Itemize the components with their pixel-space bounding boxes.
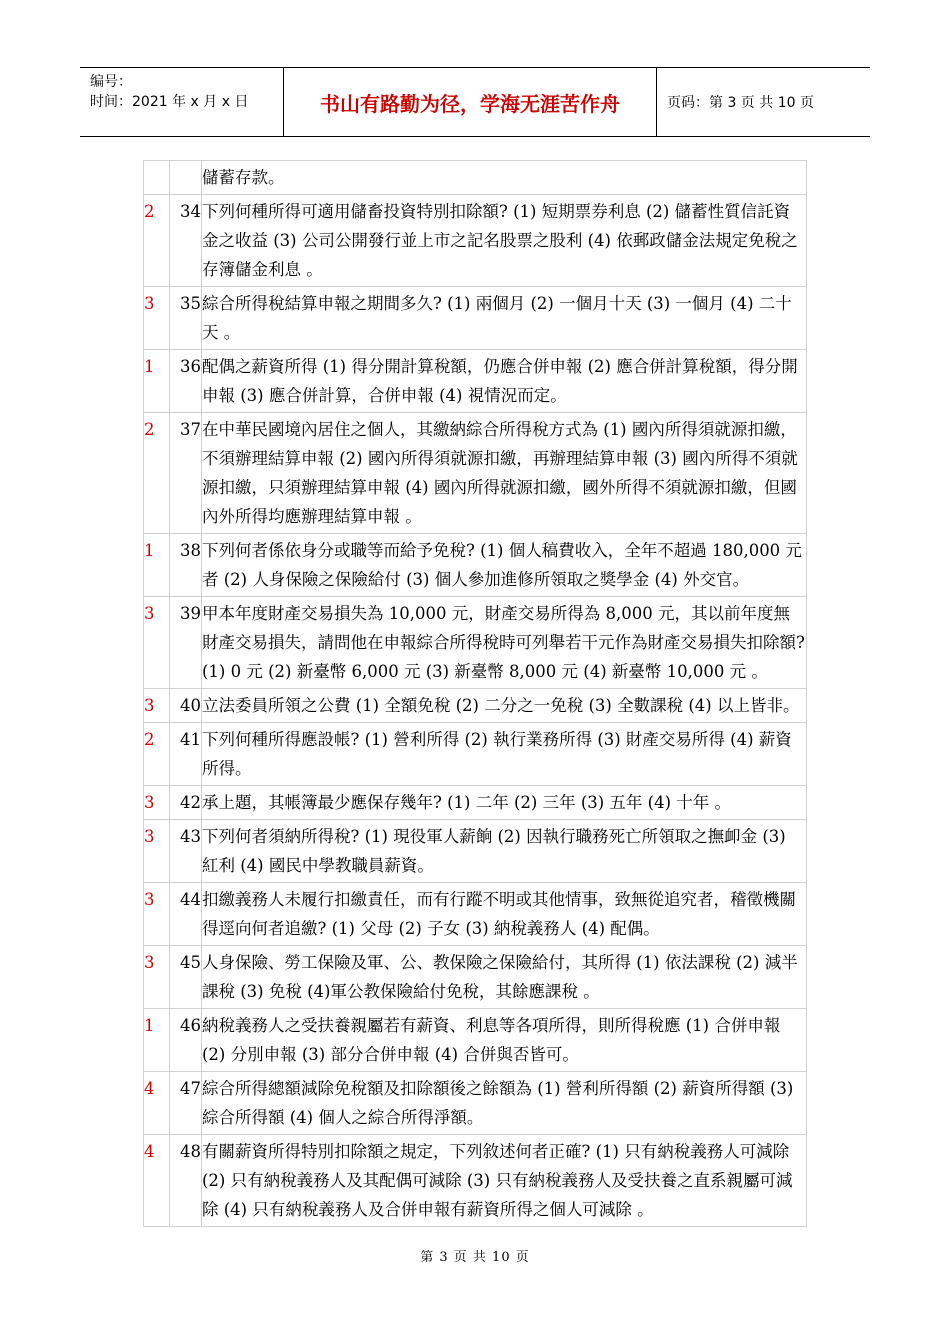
- question-text: 綜合所得稅結算申報之期間多久? (1) 兩個月 (2) 一個月十天 (3) 一個月 (4) 二十天 。: [202, 287, 807, 350]
- answer-cell: 3: [144, 287, 170, 350]
- question-text: 承上題，其帳簿最少應保存幾年? (1) 二年 (2) 三年 (3) 五年 (4) 十年 。: [202, 786, 807, 820]
- number-cell: 46: [170, 1009, 202, 1072]
- answer-cell: 2: [144, 195, 170, 287]
- table-row: [144, 287, 807, 350]
- table-row: [144, 195, 807, 287]
- table-row: [144, 161, 807, 195]
- table-row: [144, 597, 807, 689]
- page-footer: 第 3 页 共 10 页: [420, 1250, 530, 1265]
- number-cell: 42: [170, 786, 202, 820]
- answer-cell: 2: [144, 413, 170, 534]
- number-cell: 39: [170, 597, 202, 689]
- question-text: 下列何種所得可適用儲畜投資特別扣除額? (1) 短期票券利息 (2) 儲蓄性質信託資金之收益 (3) 公司公開發行並上市之記名股票之股利 (4) 依郵政儲金法規定免稅之存簿儲金利息 。: [202, 195, 807, 287]
- question-text: 下列何者係依身分或職等而給予免稅? (1) 個人稿費收入，全年不超過 180,000 元者 (2) 人身保險之保險給付 (3) 個人參加進修所領取之獎學金 (4) 外交官。: [202, 534, 807, 597]
- table-row: [144, 1072, 807, 1135]
- table-row: [144, 820, 807, 883]
- answer-cell: 3: [144, 820, 170, 883]
- question-text: 下列何者須納所得稅? (1) 現役軍人薪餉 (2) 因執行職務死亡所領取之撫卹金 (3) 紅利 (4) 國民中學教職員薪資。: [202, 820, 807, 883]
- time-label: 时间：2021 年 x 月 x 日: [90, 94, 249, 110]
- table-row: [144, 534, 807, 597]
- question-text: 有關薪資所得特別扣除額之規定，下列敘述何者正確? (1) 只有納稅義務人可減除 (2) 只有納稅義務人及其配偶可減除 (3) 只有納稅義務人及受扶養之直系親屬可減除 (4) 只有納稅義務人及合併申報有薪資所得之個人可減除 。: [202, 1135, 807, 1227]
- question-text: 納稅義務人之受扶養親屬若有薪資、利息等各項所得，則所得稅應 (1) 合併申報 (2) 分別申報 (3) 部分合併申報 (4) 合併與否皆可。: [202, 1009, 807, 1072]
- continuation-text: 儲蓄存款。: [202, 161, 807, 195]
- question-text: 甲本年度財產交易損失為 10,000 元，財產交易所得為 8,000 元，其以前年度無財產交易損失，請問他在申報綜合所得稅時可列舉若干元作為財產交易損失扣除額? (1) 0 元 (2) 新臺幣 6,000 元 (3) 新臺幣 8,000 元 (4) 新臺幣 10,000 元 。: [202, 597, 807, 689]
- table-row: [144, 786, 807, 820]
- question-text: 下列何種所得應設帳? (1) 營利所得 (2) 執行業務所得 (3) 財產交易所得 (4) 薪資所得。: [202, 723, 807, 786]
- number-cell: 47: [170, 1072, 202, 1135]
- table-row: [144, 1135, 807, 1227]
- number-cell: 40: [170, 689, 202, 723]
- answer-cell: 1: [144, 534, 170, 597]
- table-row: [144, 689, 807, 723]
- table-row: [144, 946, 807, 1009]
- answer-cell: [144, 161, 170, 195]
- table-row: [144, 723, 807, 786]
- table-row: [144, 883, 807, 946]
- number-cell: 38: [170, 534, 202, 597]
- table-row: [144, 350, 807, 413]
- answer-cell: 4: [144, 1072, 170, 1135]
- answer-cell: 3: [144, 946, 170, 1009]
- answer-cell: 1: [144, 350, 170, 413]
- number-label: 编号：: [90, 74, 132, 90]
- number-cell: 41: [170, 723, 202, 786]
- answer-cell: 3: [144, 597, 170, 689]
- number-cell: 34: [170, 195, 202, 287]
- header-page-info: 页码：第 3 页 共 10 页: [667, 95, 814, 111]
- page-header: [80, 67, 870, 137]
- header-meta: [80, 68, 283, 136]
- header-motto: 书山有路勤为径，学海无涯苦作舟: [283, 68, 657, 136]
- answer-cell: 4: [144, 1135, 170, 1227]
- question-table: [143, 160, 807, 1227]
- table-row: [144, 413, 807, 534]
- number-cell: 35: [170, 287, 202, 350]
- number-cell: 48: [170, 1135, 202, 1227]
- answer-cell: 3: [144, 883, 170, 946]
- question-text: 綜合所得總額減除免稅額及扣除額後之餘額為 (1) 營利所得額 (2) 薪資所得額 (3) 綜合所得額 (4) 個人之綜合所得淨額。: [202, 1072, 807, 1135]
- question-text: 扣繳義務人未履行扣繳責任，而有行蹤不明或其他情事，致無從追究者，稽徵機關得逕向何者追繳? (1) 父母 (2) 子女 (3) 納稅義務人 (4) 配偶。: [202, 883, 807, 946]
- number-cell: 36: [170, 350, 202, 413]
- question-text: 立法委員所領之公費 (1) 全額免稅 (2) 二分之一免稅 (3) 全數課稅 (4) 以上皆非。: [202, 689, 807, 723]
- answer-cell: 1: [144, 1009, 170, 1072]
- number-cell: 45: [170, 946, 202, 1009]
- table-row: [144, 1009, 807, 1072]
- question-text: 配偶之薪資所得 (1) 得分開計算稅額，仍應合併申報 (2) 應合併計算稅額，得分開申報 (3) 應合併計算，合併申報 (4) 視情況而定。: [202, 350, 807, 413]
- question-text: 人身保險、勞工保險及軍、公、教保險之保險給付，其所得 (1) 依法課稅 (2) 減半課稅 (3) 免稅 (4)軍公教保險給付免稅，其餘應課稅 。: [202, 946, 807, 1009]
- number-cell: [170, 161, 202, 195]
- number-cell: 44: [170, 883, 202, 946]
- number-cell: 37: [170, 413, 202, 534]
- question-text: 在中華民國境內居住之個人，其繳納綜合所得稅方式為 (1) 國內所得須就源扣繳，不須辦理結算申報 (2) 國內所得須就源扣繳，再辦理結算申報 (3) 國內所得不須就源扣繳，只須辦理結算申報 (4) 國內所得就源扣繳，國外所得不須就源扣繳，但國內外所得均應辦理結算申報 。: [202, 413, 807, 534]
- answer-cell: 3: [144, 786, 170, 820]
- answer-cell: 3: [144, 689, 170, 723]
- number-cell: 43: [170, 820, 202, 883]
- answer-cell: 2: [144, 723, 170, 786]
